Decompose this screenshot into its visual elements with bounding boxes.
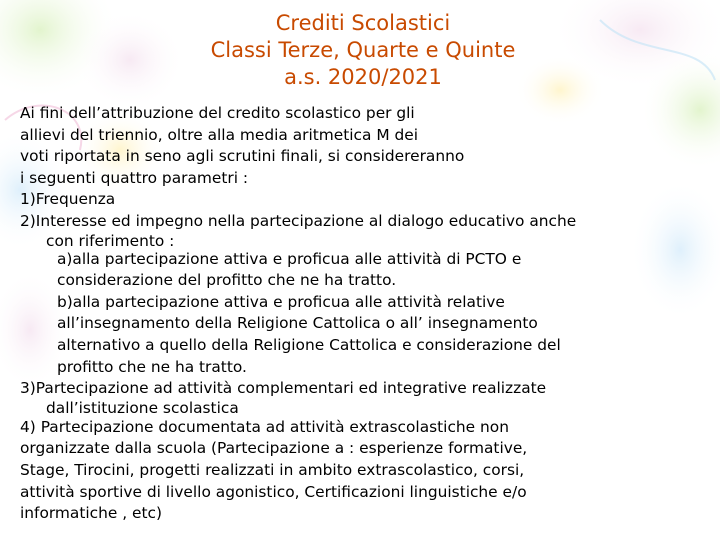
sub-item-b: b)alla partecipazione attiva e proficua alle attività relative [57,292,505,311]
body-line: Ai fini dell’attribuzione del credito scolastico per gli [20,104,415,122]
list-item-2: 2)Interesse ed impegno nella partecipazione al dialogo educativo anche [20,211,577,230]
list-item-4-cont: attività sportive di livello agonistico, Certificazioni linguistiche e/o [20,482,527,501]
slide-title [120,10,606,91]
body-line: allievi del triennio, oltre alla media aritmetica M dei [20,125,419,144]
sub-item-b-cont: profitto che ne ha tratto. [57,357,247,376]
list-item-2-cont: con riferimento : [46,231,175,250]
list-item-4-cont: informatiche , etc) [20,504,162,523]
body-line: i seguenti quattro parametri : [20,168,249,187]
body-line: voti riportata in seno agli scrutini finali, si considereranno [20,147,465,166]
list-item-4-cont: organizzate dalla scuola (Partecipazione a : esperienze formative, [20,439,528,458]
list-item-3: 3)Partecipazione ad attività complementari ed integrative realizzate [20,379,547,398]
sub-item-b-cont: all’insegnamento della Religione Cattolica o all’ insegnamento [57,314,538,333]
sub-item-b-cont: alternativo a quello della Religione Cattolica e considerazione del [57,335,561,354]
title-line-3: a.s. 2020/2021 [284,65,442,89]
sub-item-a-cont: considerazione del profitto che ne ha tratto. [57,271,397,290]
body-text [20,103,710,525]
list-item-4: 4) Partecipazione documentata ad attività extrascolastiche non [20,417,509,436]
list-item-3-cont: dall’istituzione scolastica [46,398,239,417]
title-line-1: Crediti Scolastici [275,11,451,35]
title-line-2: Classi Terze, Quarte e Quinte [210,38,516,62]
sub-item-a: a)alla partecipazione attiva e proficua alle attività di PCTO e [57,249,522,268]
list-item-1: 1)Frequenza [20,190,116,209]
list-item-4-cont: Stage, Tirocini, progetti realizzati in ambito extrascolastico, corsi, [20,460,525,479]
